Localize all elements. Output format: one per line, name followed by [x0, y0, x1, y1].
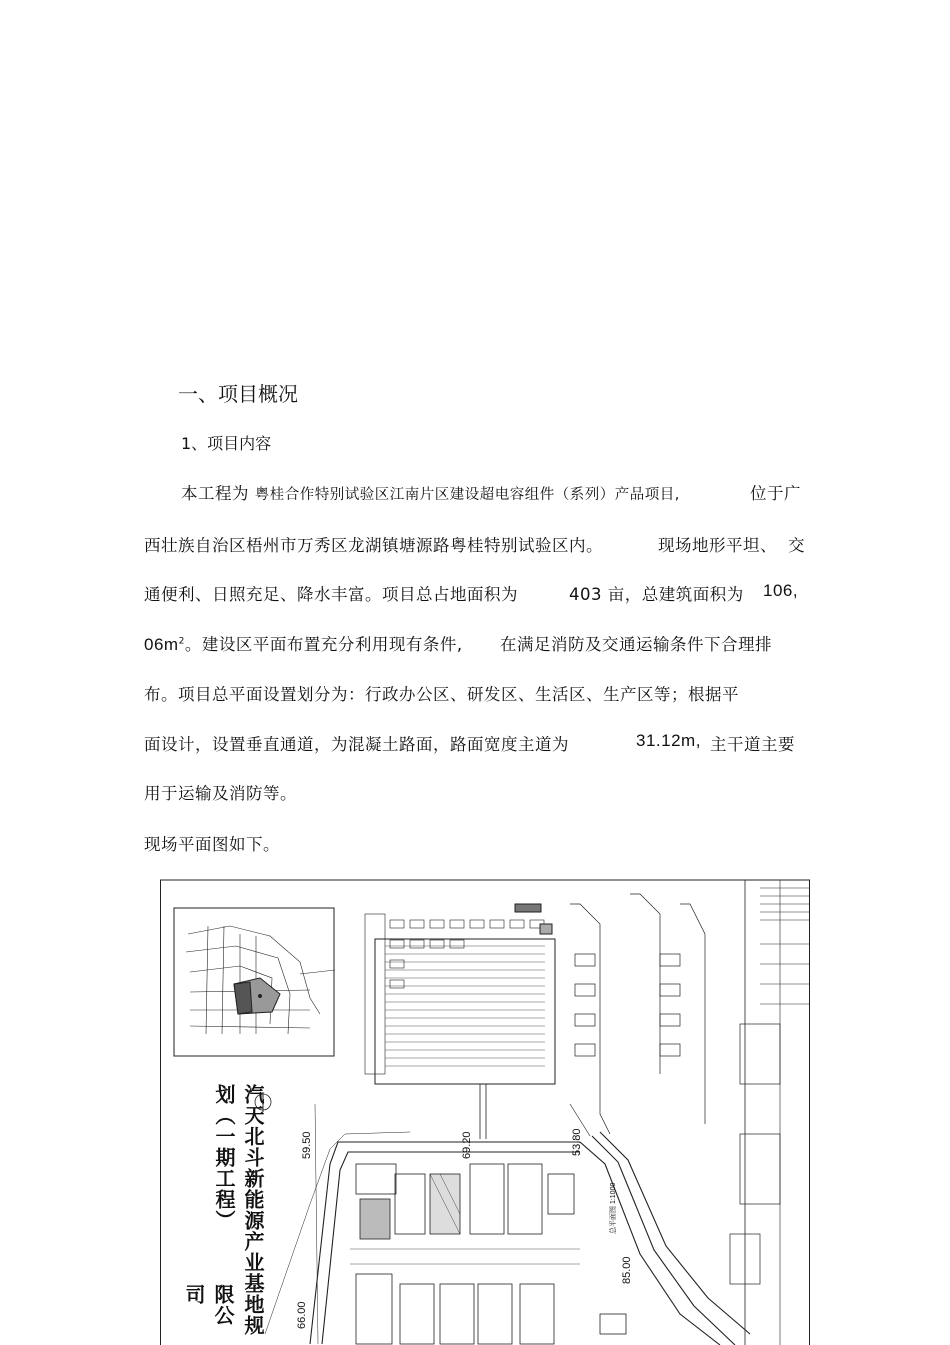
line-3: 通便利、日照充足、降水丰富。项目总占地面积为	[144, 585, 518, 604]
line-6: 面设计，设置垂直通道，为混凝土路面，路面宽度主道为	[144, 735, 569, 754]
subheading: 1、项目内容	[181, 434, 272, 453]
elevation-label: 59.50	[301, 1131, 313, 1159]
line-1-end: 位于广	[750, 484, 801, 503]
text: 粤桂合作特别试验区江南片区建设超电容组件（系列）产品项目,	[254, 487, 680, 503]
line-2-mid: 现场地形平坦、	[658, 536, 777, 555]
scale-note: 总平面图 1:1000	[610, 1182, 617, 1234]
line-2: 西壮族自治区梧州市万秀区龙湖镇塘源路粤桂特别试验区内。	[144, 536, 603, 555]
plan-title: 汽天北斗新能源产业基地规划（一期工程）	[212, 1084, 265, 1336]
line-6-end: 主干道主要	[710, 735, 795, 754]
elevation-label: 53.80	[571, 1128, 583, 1156]
caption: 现场平面图如下。	[144, 835, 280, 854]
elevation-label: 85.00	[621, 1256, 633, 1284]
text: 06m	[144, 635, 179, 654]
plan-company: 限公司	[182, 1284, 235, 1326]
line-4	[144, 631, 463, 655]
line-3-mid: 403 亩，总建筑面积为	[569, 585, 744, 604]
line-1	[181, 480, 680, 504]
elevation-label: 66.00	[296, 1301, 308, 1329]
text: 。建设区平面布置充分利用现有条件,	[184, 635, 463, 654]
superscript: 2	[178, 636, 185, 647]
site-plan-drawing	[160, 874, 810, 1345]
text: 本工程为	[181, 484, 249, 503]
line-6-mid: 31.12m,	[636, 731, 701, 750]
line-3-end: 106,	[763, 581, 799, 600]
line-5: 布。项目总平面设置划分为：行政办公区、研发区、生活区、生产区等；根据平	[144, 685, 739, 704]
line-2-end: 交	[788, 536, 805, 555]
line-4-end: 在满足消防及交通运输条件下合理排	[500, 635, 772, 654]
line-7: 用于运输及消防等。	[144, 784, 297, 803]
section-heading: 一、项目概况	[178, 382, 298, 406]
elevation-label: 69.20	[461, 1131, 473, 1159]
